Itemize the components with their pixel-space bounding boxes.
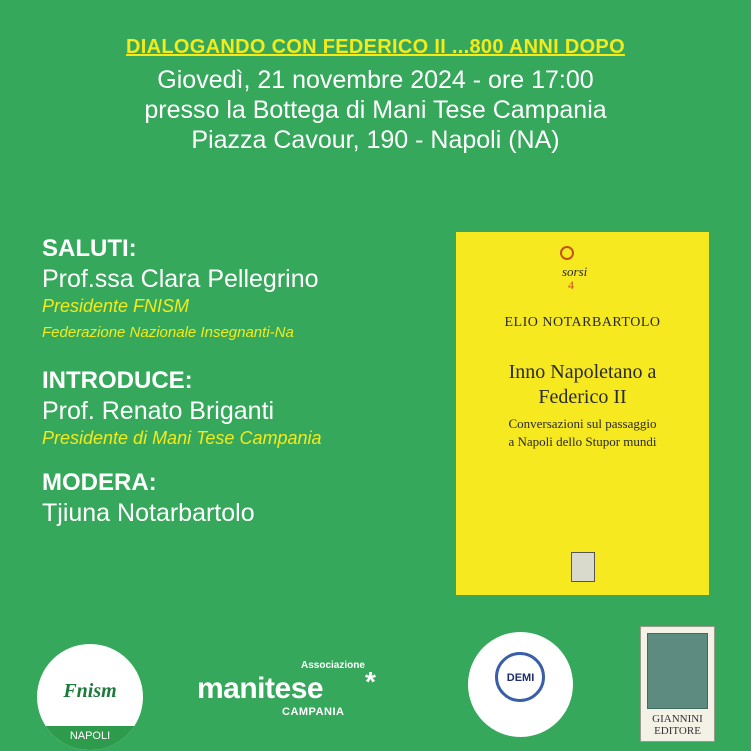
speaker-name: Tjiuna Notarbartolo bbox=[42, 499, 255, 527]
book-subtitle bbox=[456, 415, 709, 451]
speaker-role: Presidente FNISM bbox=[42, 296, 190, 316]
book-subtitle-line: a Napoli dello Stupor mundi bbox=[508, 434, 657, 449]
event-address: Piazza Cavour, 190 - Napoli (NA) bbox=[191, 126, 560, 154]
manitese-region: CAMPANIA bbox=[282, 706, 345, 718]
manitese-name: manitese bbox=[197, 672, 324, 705]
book-title-line: Federico II bbox=[538, 386, 627, 408]
event-title: DIALOGANDO CON FEDERICO II ...800 ANNI DOPO bbox=[126, 36, 625, 58]
demi-logo bbox=[468, 632, 573, 737]
manitese-logo bbox=[197, 660, 387, 730]
section-heading: SALUTI: bbox=[42, 235, 137, 262]
book-title-line: Inno Napoletano a bbox=[508, 361, 657, 383]
section-heading: MODERA: bbox=[42, 469, 157, 496]
fnism-city: NAPOLI bbox=[37, 726, 143, 750]
speaker-org: Federazione Nazionale Insegnanti-Na bbox=[42, 324, 294, 341]
event-date: Giovedì, 21 novembre 2024 - ore 17:00 bbox=[157, 66, 594, 94]
book-series: sorsi bbox=[562, 264, 588, 279]
ship-icon bbox=[647, 633, 708, 709]
series-logo-icon bbox=[560, 246, 574, 260]
giannini-line: EDITORE bbox=[654, 725, 701, 737]
section-modera bbox=[42, 468, 442, 528]
publisher-mark-icon bbox=[571, 552, 595, 582]
section-saluti bbox=[42, 234, 442, 348]
fnism-name: Fnism bbox=[63, 680, 117, 702]
speaker-role: Presidente di Mani Tese Campania bbox=[42, 428, 322, 448]
section-heading: INTRODUCE: bbox=[42, 367, 193, 394]
book-title bbox=[456, 360, 709, 410]
giannini-name bbox=[641, 713, 714, 737]
fnism-logo bbox=[37, 644, 143, 750]
event-venue: presso la Bottega di Mani Tese Campania bbox=[144, 96, 607, 124]
logo-bar bbox=[0, 624, 751, 751]
program bbox=[42, 234, 442, 546]
section-introduce bbox=[42, 366, 442, 450]
book-author: ELIO NOTARBARTOLO bbox=[504, 315, 661, 330]
demi-name: DEMI bbox=[506, 672, 535, 684]
event-header bbox=[0, 36, 751, 155]
speaker-name: Prof. Renato Briganti bbox=[42, 397, 275, 425]
book-series-number: 4 bbox=[568, 278, 574, 292]
speaker-name: Prof.ssa Clara Pellegrino bbox=[42, 265, 319, 293]
manitese-assoc: Associazione bbox=[301, 660, 365, 671]
book-cover bbox=[456, 232, 709, 595]
book-subtitle-line: Conversazioni sul passaggio bbox=[508, 416, 657, 431]
giannini-logo bbox=[640, 626, 715, 742]
giannini-line: GIANNINI bbox=[652, 713, 703, 725]
manitese-star-icon: * bbox=[365, 666, 376, 697]
